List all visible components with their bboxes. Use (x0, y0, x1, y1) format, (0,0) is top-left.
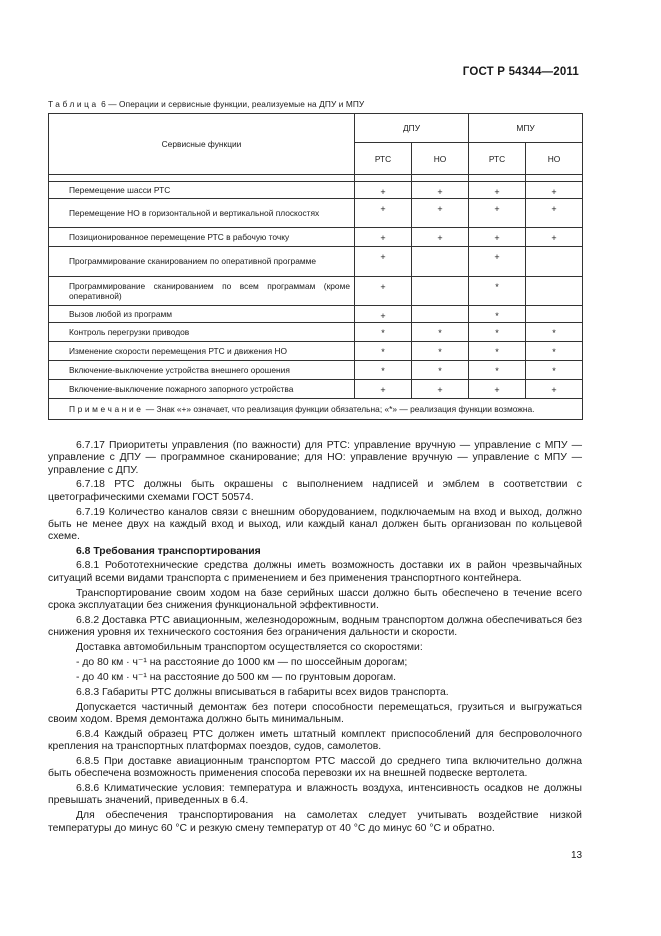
mark-cell: + (355, 246, 412, 276)
mark-cell: * (469, 305, 526, 322)
table-row (49, 379, 583, 398)
table-row (49, 341, 583, 360)
table-row (49, 276, 583, 305)
mark-cell: * (412, 322, 469, 341)
operations-table (48, 113, 583, 420)
mark-cell: + (469, 227, 526, 246)
table-spacer-row (49, 175, 583, 182)
mark-cell (526, 305, 583, 322)
mark-cell: + (412, 379, 469, 398)
mark-cell: + (355, 227, 412, 246)
paragraph-6-8-2: 6.8.2 Доставка РТС авиационным, железнодорожным, водным транспортом должна обеспечиваться без снижения уровня их технического состояния без ограничения дальности и скорости. (48, 614, 582, 639)
paragraph-6-7-17: 6.7.17 Приоритеты управления (по важности) для РТС: управление вручную — управление с МПУ — управление с ДПУ — программное сканирование; для НО: управление вручную — управление с МПУ — управление с ДПУ. (48, 440, 582, 476)
function-label: Программирование сканированием по всем программам (кроме оперативной) (49, 276, 355, 305)
col-header-dpu-no: НО (412, 143, 469, 175)
mark-cell: * (412, 360, 469, 379)
mark-cell: * (412, 341, 469, 360)
list-item: - до 80 км · ч⁻¹ на расстояние до 1000 км — по шоссейным дорогам; (76, 656, 408, 668)
body-text (48, 440, 582, 838)
mark-cell: + (526, 379, 583, 398)
mark-cell: * (469, 341, 526, 360)
function-label: Изменение скорости перемещения РТС и движения НО (49, 341, 355, 360)
mark-cell (412, 305, 469, 322)
col-header-mpu-no: НО (526, 143, 583, 175)
paragraph-6-8-6: 6.8.6 Климатические условия: температура и влажность воздуха, интенсивность осадков не должны превышать значений, приведенных в 6.4. (48, 783, 582, 807)
mark-cell (412, 246, 469, 276)
table-row (49, 227, 583, 246)
function-label: Перемещение шасси РТС (49, 182, 355, 199)
mark-cell: + (526, 227, 583, 246)
mark-cell: * (355, 341, 412, 360)
mark-cell: + (526, 182, 583, 199)
mark-cell: * (526, 341, 583, 360)
mark-cell: + (355, 182, 412, 199)
mark-cell: + (355, 305, 412, 322)
mark-cell: + (469, 182, 526, 199)
paragraph-6-8-3: 6.8.3 Габариты РТС должны вписываться в габариты всех видов транспорта. (76, 686, 449, 698)
section-heading-6-8: 6.8 Требования транспортирования (76, 546, 261, 558)
mark-cell: + (412, 182, 469, 199)
mark-cell: * (526, 360, 583, 379)
paragraph-6-8-2-continued: Доставка автомобильным транспортом осуществляется со скоростями: (76, 642, 423, 654)
page-number: 13 (571, 850, 583, 861)
mark-cell: + (526, 198, 583, 227)
document-header: ГОСТ Р 54344—2011 (462, 66, 579, 78)
paragraph-6-8-1: 6.8.1 Робототехнические средства должны иметь возможность доставки их в район чрезвычайных ситуаций всеми видами транспорта с применением и без применения транспортного контейнера. (48, 560, 582, 584)
function-label: Включение-выключение пожарного запорного устройства (49, 379, 355, 398)
table-note-row (49, 398, 583, 419)
function-label: Программирование сканированием по оперативной программе (49, 246, 355, 276)
mark-cell: + (355, 276, 412, 305)
table-row (49, 182, 583, 199)
function-label: Контроль перегрузки приводов (49, 322, 355, 341)
paragraph-6-7-18: 6.7.18 РТС должны быть окрашены с выполнением надписей и эмблем в соответствии с цветографическими схемами ГОСТ 50574. (48, 479, 582, 503)
table-row (49, 246, 583, 276)
table-caption-text: 6 — Операции и сервисные функции, реализуемые на ДПУ и МПУ (101, 99, 365, 109)
table-caption (48, 99, 588, 109)
col-header-functions: Сервисные функции (49, 114, 355, 175)
table-note-text: — Знак «+» означает, что реализация функции обязательна; «*» — реализация функции возможна. (143, 403, 535, 414)
table-row (49, 305, 583, 322)
mark-cell: + (469, 379, 526, 398)
function-label: Позиционированное перемещение РТС в рабочую точку (49, 227, 355, 246)
col-header-mpu: МПУ (469, 114, 583, 143)
mark-cell: + (469, 198, 526, 227)
mark-cell (526, 276, 583, 305)
mark-cell: + (469, 246, 526, 276)
mark-cell: + (355, 379, 412, 398)
paragraph-6-8-1-continued: Транспортирование своим ходом на базе серийных шасси должно быть обеспечено в течение всего срока эксплуатации без снижения функциональной эффективности. (48, 587, 582, 611)
table-row (49, 198, 583, 227)
paragraph-6-8-5: 6.8.5 При доставке авиационным транспортом РТС массой до среднего типа включительно должна быть обеспечена возможность применения способа перевозки их на внешней подвеске вертолета. (48, 755, 582, 780)
mark-cell: * (469, 276, 526, 305)
function-label: Перемещение НО в горизонтальной и вертикальной плоскостях (49, 198, 355, 227)
mark-cell: * (355, 360, 412, 379)
list-item: - до 40 км · ч⁻¹ на расстояние до 500 км — по грунтовым дорогам. (76, 671, 396, 683)
mark-cell: * (355, 322, 412, 341)
function-label: Включение-выключение устройства внешнего орошения (49, 360, 355, 379)
mark-cell (412, 276, 469, 305)
paragraph-6-8-3-continued: Допускается частичный демонтаж без потери способности перемещаться, грузиться и выгружаться своим ходом. Время демонтажа должно быть минимальным. (48, 701, 582, 725)
mark-cell: * (469, 322, 526, 341)
table-caption-prefix: Таблица (48, 99, 99, 109)
mark-cell (526, 246, 583, 276)
table-note-prefix: Примечание (69, 403, 144, 414)
col-header-dpu: ДПУ (355, 114, 469, 143)
paragraph-6-8-6-continued: Для обеспечения транспортирования на самолетах следует учитывать воздействие низкой температуры до минус 60 °С и резкую смену температур от 40 °С до минус 60 °С и обратно. (48, 810, 582, 834)
mark-cell: * (526, 322, 583, 341)
mark-cell: + (412, 227, 469, 246)
mark-cell: + (355, 198, 412, 227)
table-row (49, 322, 583, 341)
table-note (49, 398, 583, 419)
paragraph-6-7-19: 6.7.19 Количество каналов связи с внешним оборудованием, подключаемым на вход и выход, должно быть не менее двух на каждый вход и выход, или каждый канал должен быть организован по кольцевой схеме. (48, 506, 582, 543)
function-label: Вызов любой из программ (49, 305, 355, 322)
table-row (49, 360, 583, 379)
mark-cell: * (469, 360, 526, 379)
col-header-dpu-rts: РТС (355, 143, 412, 175)
col-header-mpu-rts: РТС (469, 143, 526, 175)
paragraph-6-8-4: 6.8.4 Каждый образец РТС должен иметь штатный комплект приспособлений для беспроволочного крепления на транспортных платформах поездов, судов, самолетов. (48, 728, 582, 753)
mark-cell: + (412, 198, 469, 227)
